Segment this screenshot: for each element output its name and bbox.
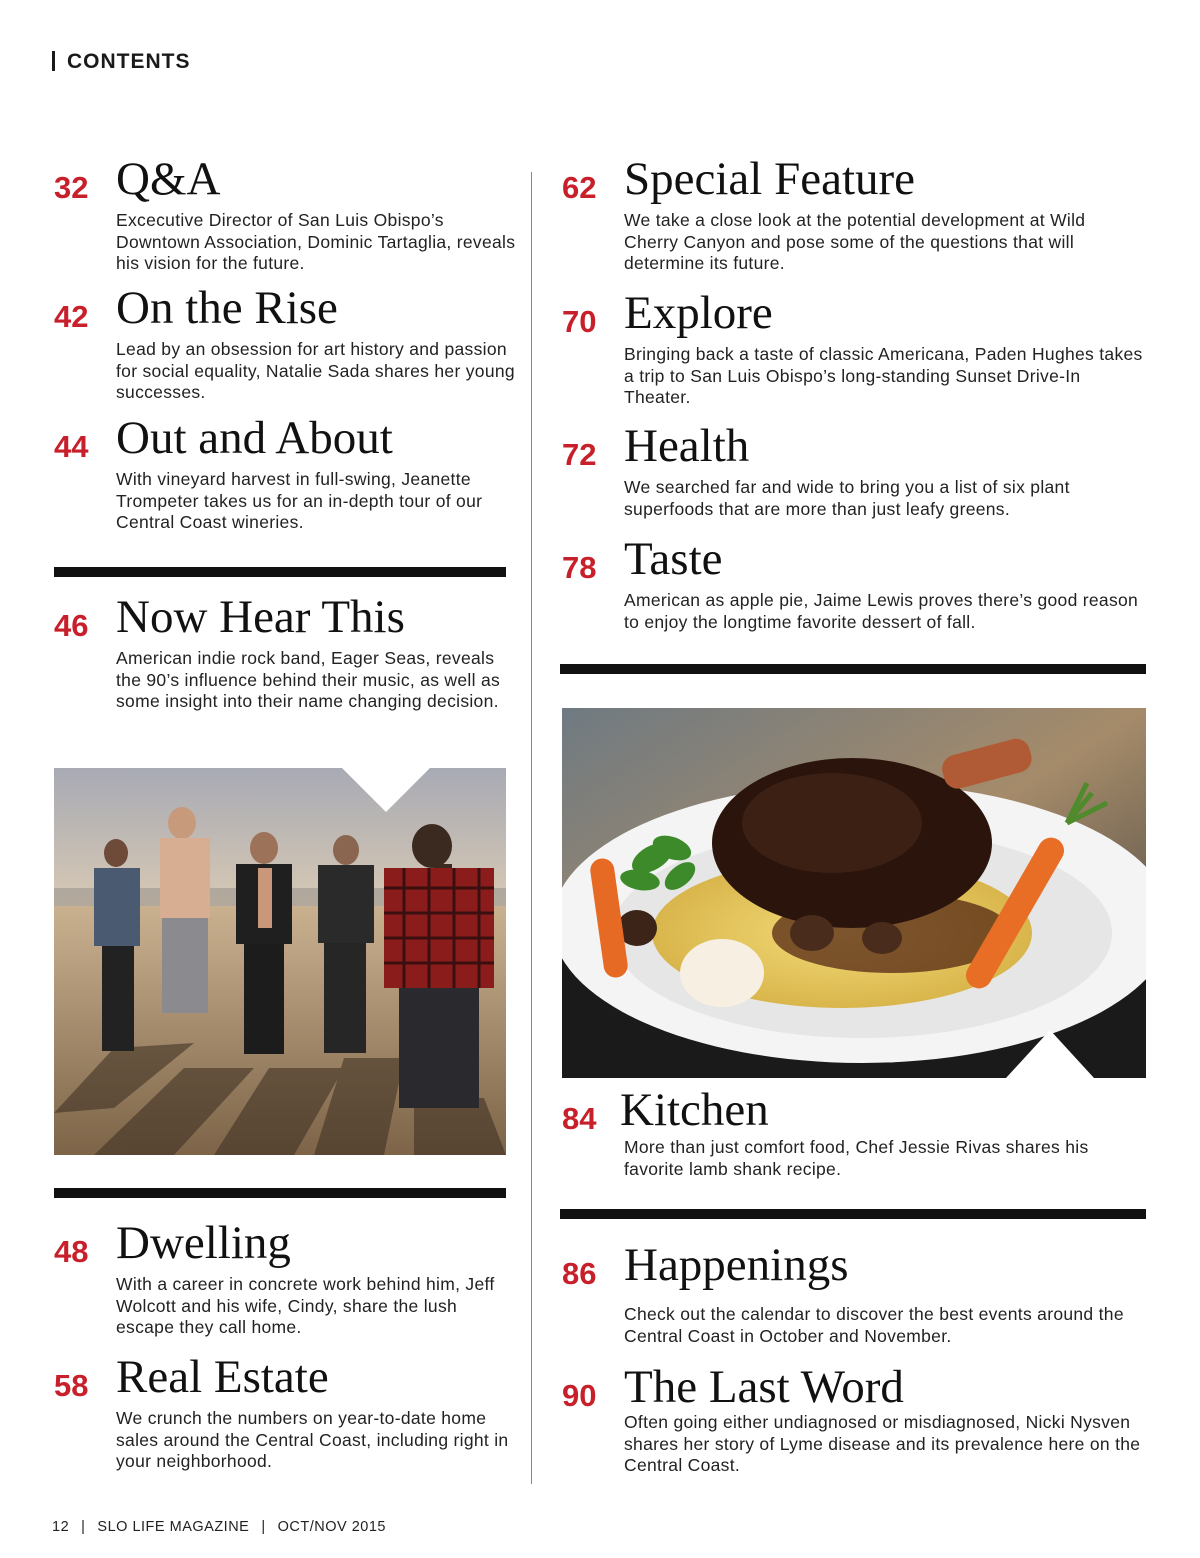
entry-title: Taste	[624, 533, 723, 585]
page-number: 58	[54, 1368, 89, 1403]
entry-description: More than just comfort food, Chef Jessie Rivas shares his favorite lamb shank recipe.	[624, 1137, 1089, 1179]
food-photo	[562, 708, 1146, 1078]
section-rule	[560, 664, 1146, 674]
page-number: 44	[54, 429, 89, 464]
footer-magazine: SLO LIFE MAGAZINE	[97, 1519, 250, 1535]
entry-description: Lead by an obsession for art history and passion for social equality, Natalie Sada shares her young successes.	[116, 339, 515, 402]
entry-title: Kitchen	[620, 1084, 769, 1136]
food-photo-image	[562, 708, 1146, 1078]
entry-description: American as apple pie, Jaime Lewis proves there’s good reason to enjoy the longtime favorite dessert of fall.	[624, 590, 1139, 632]
header-bar	[52, 51, 55, 71]
entry-title: On the Rise	[116, 282, 338, 334]
entry-description: Bringing back a taste of classic Americana, Paden Hughes takes a trip to San Luis Obispo’s long-standing Sunset Drive-In Theater.	[624, 344, 1143, 407]
page-number: 90	[562, 1378, 597, 1413]
page-number: 70	[562, 304, 597, 339]
entry-title: The Last Word	[624, 1361, 904, 1413]
entry-description: With a career in concrete work behind him, Jeff Wolcott and his wife, Cindy, share the lush escape they call home.	[116, 1274, 495, 1337]
entry-description: Excecutive Director of San Luis Obispo’s Downtown Association, Dominic Tartaglia, reveals his vision for the future.	[116, 210, 516, 273]
entry-title: Dwelling	[116, 1217, 291, 1269]
page-number: 46	[54, 608, 89, 643]
entry-description: We searched far and wide to bring you a list of six plant superfoods that are more than just leafy greens.	[624, 477, 1070, 519]
entry-description: We take a close look at the potential development at Wild Cherry Canyon and pose some of the questions that will determine its future.	[624, 210, 1086, 273]
column-divider	[531, 172, 532, 1484]
entry-title: Q&A	[116, 153, 221, 205]
entry-description: We crunch the numbers on year-to-date home sales around the Central Coast, including right in your neighborhood.	[116, 1408, 509, 1471]
band-photo	[54, 768, 506, 1155]
page-number: 72	[562, 437, 597, 472]
footer-issue: OCT/NOV 2015	[277, 1519, 386, 1535]
entry-description: Check out the calendar to discover the best events around the Central Coast in October and November.	[624, 1304, 1124, 1346]
entry-description: American indie rock band, Eager Seas, reveals the 90’s influence behind their music, as well as some insight into their name changing decision.	[116, 648, 501, 711]
section-rule	[54, 567, 506, 577]
entry-title: Now Hear This	[116, 591, 405, 643]
page-number: 42	[54, 299, 89, 334]
page-footer	[52, 1519, 386, 1535]
section-header	[52, 50, 191, 74]
page-number: 32	[54, 170, 89, 205]
entry-description: With vineyard harvest in full-swing, Jeanette Trompeter takes us for an in-depth tour of our Central Coast wineries.	[116, 469, 483, 532]
page-number: 86	[562, 1256, 597, 1291]
entry-title: Explore	[624, 287, 773, 339]
entry-title: Real Estate	[116, 1351, 329, 1403]
band-photo-image	[54, 768, 506, 1155]
page-number: 62	[562, 170, 597, 205]
entry-title: Health	[624, 420, 750, 472]
footer-page-number: 12	[52, 1519, 70, 1535]
section-rule	[54, 1188, 506, 1198]
page-number: 48	[54, 1234, 89, 1269]
header-label: CONTENTS	[67, 50, 191, 73]
footer-separator: |	[81, 1519, 86, 1535]
footer-separator: |	[261, 1519, 266, 1535]
page-number: 78	[562, 550, 597, 585]
entry-title: Special Feature	[624, 153, 916, 205]
entry-title: Out and About	[116, 412, 393, 464]
page-number: 84	[562, 1101, 597, 1136]
section-rule	[560, 1209, 1146, 1219]
entry-title: Happenings	[624, 1239, 849, 1291]
entry-description: Often going either undiagnosed or misdiagnosed, Nicki Nysven shares her story of Lyme disease and its prevalence here on the Central Coast.	[624, 1412, 1141, 1475]
